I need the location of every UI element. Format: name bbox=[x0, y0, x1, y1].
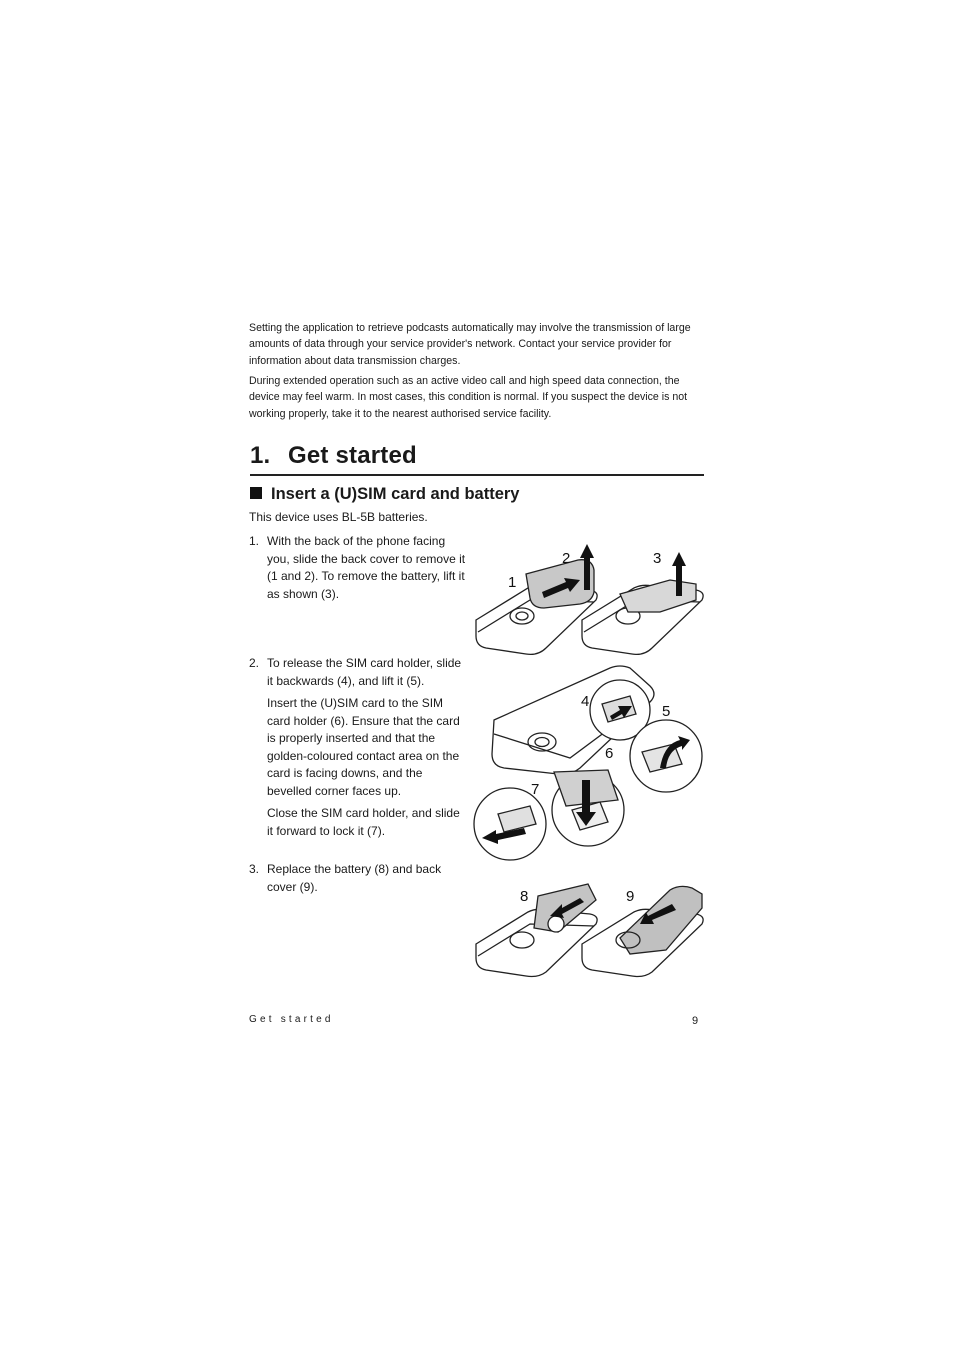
step-text: With the back of the phone facing you, slide the back cover to remove it (1 and 2). To remove the battery, lift it as shown (3). bbox=[267, 534, 466, 601]
figure-label-8: 8 bbox=[520, 888, 529, 905]
step-text: Insert the (U)SIM card to the SIM card holder (6). Ensure that the card is properly inserted and that the golden-coloured contact area on the card is facing downs, and the bevelled corner faces up. bbox=[267, 696, 460, 798]
step-text: To release the SIM card holder, slide it backwards (4), and lift it (5). bbox=[267, 656, 462, 688]
section-heading bbox=[250, 485, 519, 504]
figure-label-1: 1 bbox=[508, 574, 517, 591]
step-1 bbox=[249, 533, 467, 608]
note-podcast-data: Setting the application to retrieve podcasts automatically may involve the transmission of large amounts of data through your service provider's network. Contact your service provider for information about data transmission charges. bbox=[249, 322, 691, 367]
illustration-sim-holder bbox=[470, 660, 706, 865]
chapter-heading bbox=[250, 440, 704, 476]
figure-label-5: 5 bbox=[662, 703, 671, 720]
step-text: Close the SIM card holder, and slide it forward to lock it (7). bbox=[267, 806, 460, 838]
footer-section-name: Get started bbox=[249, 1014, 334, 1025]
step-number: 1. bbox=[249, 534, 260, 548]
step-text: Replace the battery (8) and back cover (9). bbox=[267, 862, 442, 894]
intro-text: This device uses BL-5B batteries. bbox=[249, 510, 428, 524]
chapter-number: 1. bbox=[250, 442, 271, 469]
note-device-warm: During extended operation such as an active video call and high speed data connection, the device may feel warm. In most cases, this condition is normal. If you suspect the device is not working properly, take it to the nearest authorised service facility. bbox=[249, 375, 688, 420]
step-number: 3. bbox=[249, 862, 260, 876]
chapter-title: Get started bbox=[288, 442, 417, 469]
page-number: 9 bbox=[692, 1015, 699, 1027]
section-bullet-icon bbox=[250, 487, 262, 499]
step-2 bbox=[249, 655, 467, 845]
figure-label-3: 3 bbox=[653, 550, 662, 567]
figure-label-6: 6 bbox=[605, 745, 614, 762]
figure-label-9: 9 bbox=[626, 888, 635, 905]
figure-label-4: 4 bbox=[581, 693, 590, 710]
illustration-replace-battery bbox=[470, 880, 710, 980]
figure-label-2: 2 bbox=[562, 550, 571, 567]
illustration-remove-cover bbox=[470, 540, 710, 660]
section-title: Insert a (U)SIM card and battery bbox=[271, 485, 520, 503]
step-number: 2. bbox=[249, 656, 260, 670]
figure-label-7: 7 bbox=[531, 781, 540, 798]
step-3 bbox=[249, 861, 467, 901]
